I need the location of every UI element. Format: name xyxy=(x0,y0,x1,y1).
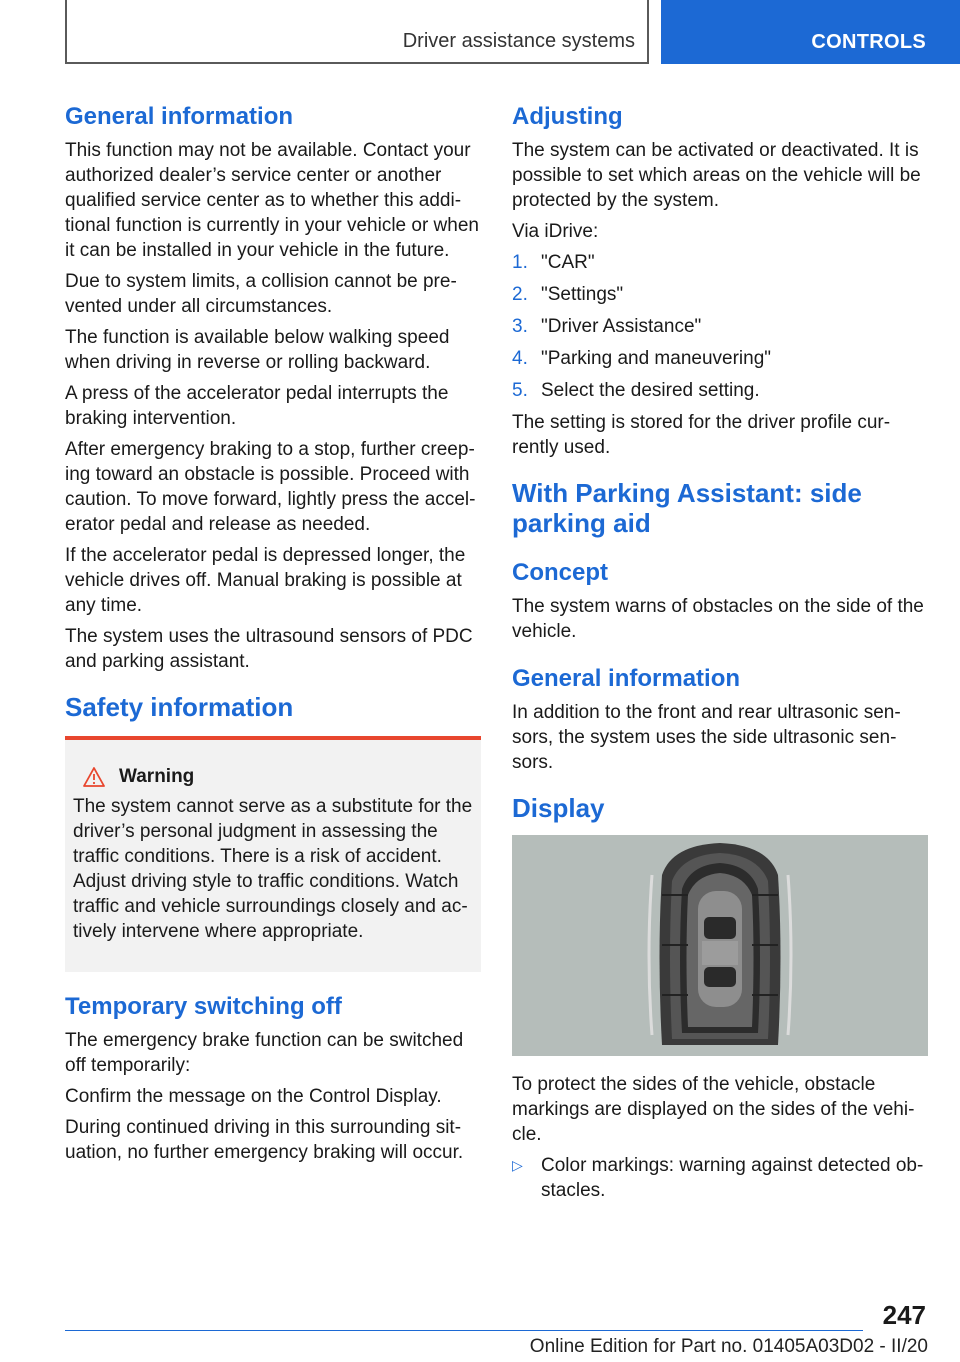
step-text: "CAR" xyxy=(541,252,595,273)
paragraph: During continued driving in this surrounding situation, no further emergency braking will occur. xyxy=(65,1117,464,1163)
list-item xyxy=(512,282,928,307)
step-text: Select the desired setting. xyxy=(541,380,760,401)
page-header xyxy=(0,0,960,66)
warning-label: Warning xyxy=(119,766,195,787)
safety-information-heading: Safety information xyxy=(65,692,294,722)
step-number: 4. xyxy=(512,348,528,369)
list-item xyxy=(512,314,928,339)
general-information-heading: General information xyxy=(512,665,741,692)
paragraph: The emergency brake function can be switched off temporarily: xyxy=(65,1030,464,1076)
paragraph: The function is available below walking speed when driving in reverse or rolling backward. xyxy=(65,327,450,373)
paragraph: The setting is stored for the driver profile currently used. xyxy=(512,412,891,458)
step-number: 3. xyxy=(512,316,528,337)
car-top-view-illustration xyxy=(512,835,928,1056)
right-column xyxy=(512,100,928,1210)
chapter-tab[interactable]: CONTROLS xyxy=(661,0,960,64)
adjusting-heading: Adjusting xyxy=(512,103,623,130)
list-item xyxy=(512,250,928,275)
paragraph: Confirm the message on the Control Display. xyxy=(65,1086,442,1107)
side-parking-display-image xyxy=(512,835,928,1056)
paragraph: The system uses the ultrasound sensors of PDC and parking assistant. xyxy=(65,626,473,672)
concept-heading: Concept xyxy=(512,559,608,586)
footer-divider xyxy=(65,1330,863,1331)
paragraph: In addition to the front and rear ultrasonic sensors, the system uses the side ultrasonic sensors. xyxy=(512,702,901,773)
paragraph: A press of the accelerator pedal interrupts the braking intervention. xyxy=(65,383,449,429)
warning-triangle-icon xyxy=(83,767,105,787)
warning-title xyxy=(73,766,473,788)
side-parking-aid-heading: With Parking Assistant: side parking aid xyxy=(512,478,862,538)
paragraph: If the accelerator pedal is depressed longer, the vehicle drives off. Manual braking is possible at any time. xyxy=(65,545,466,616)
paragraph: After emergency braking to a stop, further creeping toward an obstacle is possible. Proceed with caution. To move forward, lightly press the accelerator pedal and release as needed. xyxy=(65,439,476,535)
paragraph: This function may not be available. Contact your authorized dealer’s service center or another qualified service center as to whether this additional function is currently in your vehicle or when it can be installed in your vehicle in the future. xyxy=(65,140,479,261)
idrive-steps-list xyxy=(512,250,928,403)
bullet-text: Color markings: warning against detected obstacles. xyxy=(541,1155,924,1201)
step-number: 5. xyxy=(512,380,528,401)
warning-text: The system cannot serve as a substitute for the driver’s personal judgment in assessing the traffic conditions. There is a risk of accident. Adjust driving style to traffic conditions. Watch traffic and vehicle surroundings closely and actively intervene where appropriate. xyxy=(73,796,473,942)
left-column xyxy=(65,100,481,1171)
bullet-list xyxy=(512,1153,928,1203)
step-number: 1. xyxy=(512,252,528,273)
edition-text: Online Edition for Part no. 01405A03D02 - II/20 xyxy=(529,1336,928,1357)
paragraph: Via iDrive: xyxy=(512,221,599,242)
display-heading: Display xyxy=(512,793,605,823)
list-item xyxy=(512,1153,928,1203)
step-text: "Settings" xyxy=(541,284,624,305)
step-text: "Parking and maneuvering" xyxy=(541,348,772,369)
paragraph: Due to system limits, a collision cannot be prevented under all circumstances. xyxy=(65,271,457,317)
temporary-switching-off-heading: Temporary switching off xyxy=(65,993,342,1020)
page-number: 247 xyxy=(882,1300,926,1330)
paragraph: The system warns of obstacles on the side of the vehicle. xyxy=(512,596,924,642)
warning-box xyxy=(65,736,481,972)
step-number: 2. xyxy=(512,284,528,305)
triangle-bullet-icon: ▷ xyxy=(512,1157,523,1173)
general-information-heading: General information xyxy=(65,103,294,130)
list-item xyxy=(512,378,928,403)
section-title: Driver assistance systems xyxy=(65,0,649,64)
paragraph: To protect the sides of the vehicle, obstacle markings are displayed on the sides of the vehicle. xyxy=(512,1074,915,1145)
step-text: "Driver Assistance" xyxy=(541,316,702,337)
list-item xyxy=(512,346,928,371)
paragraph: The system can be activated or deactivated. It is possible to set which areas on the vehicle will be protected by the system. xyxy=(512,140,921,211)
page-footer xyxy=(0,1300,960,1362)
